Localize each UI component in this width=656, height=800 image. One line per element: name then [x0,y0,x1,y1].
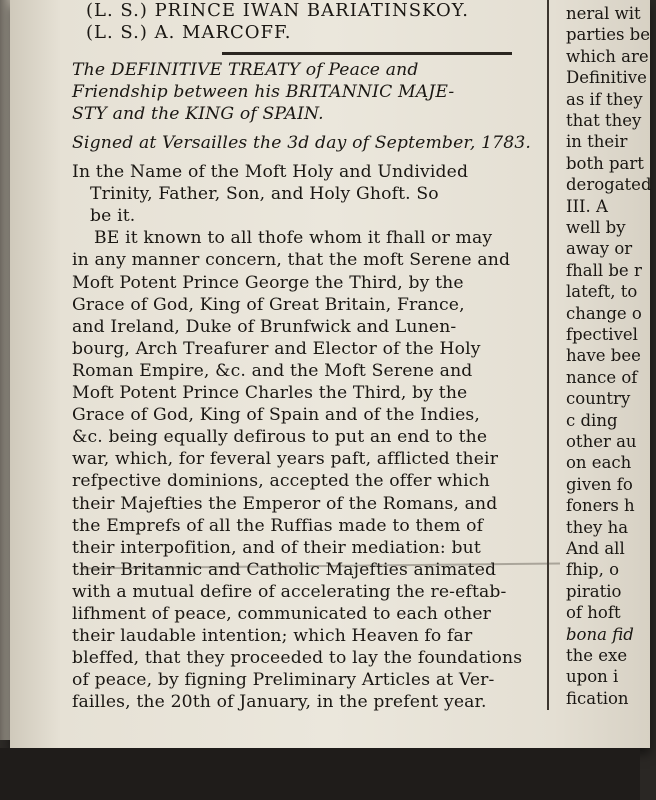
right-column-line: that they [566,111,642,130]
treaty-title: The DEFINITIVE TREATY of Peace and [72,60,419,80]
right-column-line: piratio [566,581,622,601]
right-column-line: III. A [566,196,608,216]
right-column-line: lateft, to [566,282,638,302]
body-line: in any manner concern, that the moft Serene and [72,250,511,271]
body-line: bourg, Arch Treafurer and Elector of the Holy [72,338,481,359]
right-column-line: fpectivel [566,325,638,344]
body-line: the Emprefs of all the Ruffias made to them of [72,515,484,536]
body-line: be it. [90,206,136,227]
treaty-title: STY and the KING of SPAIN. [72,104,324,124]
right-column-line: parties be [566,25,650,45]
right-column-line: nance of [566,367,638,387]
body-line: and Ireland, Duke of Brunfwick and Lunen- [72,316,457,337]
right-column-line: And all [566,539,625,558]
right-column-line: neral wit [566,4,641,23]
body-line: Moft Potent Prince George the Third, by the [72,272,464,293]
signed-date: Signed at Versailles the 3d day of September, 1783. [72,133,532,153]
right-column-line: given fo [566,474,633,494]
right-column-line: of hoft [566,603,621,623]
right-column-line: derogated [566,175,652,195]
right-column-line: bona fid [566,624,634,644]
right-column-line: on each [566,453,632,473]
body-line: with a mutual defire of accelerating the re-eftab- [72,581,507,602]
body-line: bleffed, that they proceeded to lay the foundations [72,648,523,669]
right-column-line: Definitive [566,68,647,88]
right-column-line: other au [566,432,637,451]
treaty-title: Friendship between his BRITANNIC MAJE- [72,82,455,102]
right-column-line: fication [566,688,629,708]
body-line: their Britannic and Catholic Majefties animated [72,559,497,580]
body-line: Moft Potent Prince Charles the Third, by the [72,383,468,403]
right-column-line: away or [566,239,633,259]
right-column-line: both part [566,153,644,173]
body-line: Grace of God, King of Great Britain, France, [72,294,465,315]
right-column-line: fhall be r [566,260,642,280]
body-line: their laudable intention; which Heaven fo far [72,626,473,647]
section-divider [222,52,512,55]
right-column-line: have bee [566,346,641,366]
column-rule [547,0,549,710]
right-column-line: c ding [566,410,618,430]
table-surface [0,748,640,800]
right-column-line: which are [566,46,649,66]
body-line: In the Name of the Moft Holy and Undivided [72,162,469,182]
body-line: Trinity, Father, Son, and Holy Ghoft. So [90,184,439,205]
right-column-line: the exe [566,646,628,665]
body-line: &c. being equally defirous to put an end to the [72,427,488,448]
body-line: Grace of God, King of Spain and of the Indies, [72,405,481,426]
right-column-line: foners h [566,496,635,516]
right-column-line: fhip, o [566,560,619,580]
body-line: their Majefties the Emperor of the Romans, and [72,493,498,514]
body-line: refpective dominions, accepted the offer which [72,471,490,492]
newspaper-page [10,0,650,748]
right-column-line: country [566,389,631,409]
body-line: lifhment of peace, communicated to each other [72,604,492,624]
right-column-line: in their [566,132,628,152]
body-line: their interpofition, and of their mediation: but [72,537,481,558]
right-column-line: upon i [566,667,619,687]
body-line: BE it known to all thofe whom it fhall or may [94,228,493,249]
signatory-line: (L. S.) A. MARCOFF. [86,22,292,43]
right-column-line: they ha [566,517,629,537]
body-line: of peace, by figning Preliminary Articles at Ver- [72,670,495,691]
right-column-line: as if they [566,89,643,109]
body-line: war, which, for feveral years paft, afflicted their [72,449,499,470]
right-column-line: well by [566,218,626,237]
right-column-line: change o [566,303,642,323]
body-line: Roman Empire, &c. and the Moft Serene and [72,360,473,381]
body-line: failles, the 20th of January, in the prefent year. [72,692,487,713]
signatory-line: (L. S.) PRINCE IWAN BARIATINSKOY. [86,0,470,21]
